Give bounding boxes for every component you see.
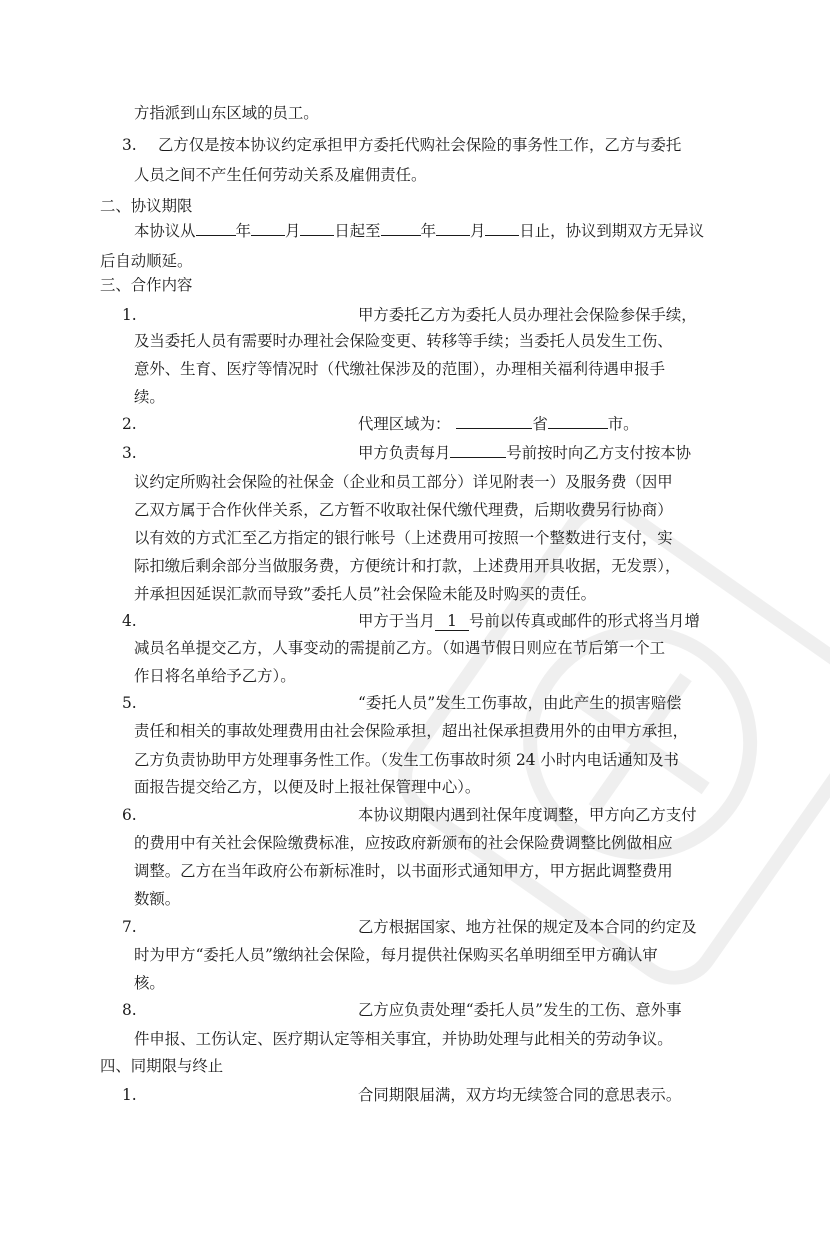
coop-item-6-line-3: 调整。乙方在当年政府公布新标准时，以书面形式通知甲方，甲方据此调整费用 (134, 862, 673, 880)
coop-item-7-line-3: 核。 (134, 974, 165, 992)
term-line-1 (134, 216, 704, 246)
province-label: 省 (532, 415, 548, 433)
coop-item-7-line-2: 时为甲方“委托人员”缴纳社会保险，每月提供社保购买名单明细至甲方确认审 (134, 946, 658, 964)
term-year-label-1: 年 (235, 222, 251, 240)
payment-text-2: 号前按时向乙方支付按本协 (506, 444, 692, 462)
coop-item-1-line-3: 意外、生育、医疗等情况时（代缴社保涉及的范围），办理相关福利待遇申报手 (134, 360, 665, 378)
term-year-label-2: 年 (420, 222, 436, 240)
coop-item-8-line-1: 乙方应负责处理“委托人员”发生的工伤、意外事 (358, 1001, 682, 1019)
term-line-2: 后自动顺延。 (100, 252, 193, 270)
prev-item-continuation: 方指派到山东区域的员工。 (134, 104, 319, 122)
term-month-label-2: 月 (469, 222, 486, 240)
coop-item-1-number: 1. (122, 306, 137, 324)
start-month-blank[interactable] (251, 217, 285, 236)
list-text-1: 甲方于当月 (358, 612, 435, 630)
coop-item-4-line-1 (358, 606, 700, 636)
section-4-heading: 四、同期限与终止 (100, 1057, 224, 1075)
coop-item-3-line-4: 以有效的方式汇至乙方指定的银行帐号（上述费用可按照一个整数进行支付，实 (134, 529, 673, 547)
prev-item-3-number: 3. (122, 136, 137, 154)
coop-item-7-number: 7. (122, 918, 137, 936)
coop-item-1-line-1: 甲方委托乙方为委托人员办理社会保险参保手续， (358, 306, 697, 324)
coop-item-4-number: 4. (122, 612, 137, 630)
coop-item-4-line-3: 作日将名单给予乙方）。 (134, 667, 296, 685)
coop-item-3-line-2: 议约定所购社会保险的社保金（企业和员工部分）详见附表一）及服务费（因甲 (134, 473, 673, 491)
payment-day-blank[interactable] (450, 439, 506, 458)
region-label: 代理区域为： (358, 415, 451, 433)
coop-item-5-line-4: 面报告提交给乙方，以便及时上报社保管理中心）。 (134, 778, 481, 796)
coop-item-1-line-2: 及当委托人员有需要时办理社会保险变更、转移等手续；当委托人员发生工伤、 (134, 332, 673, 350)
section-2-heading: 二、协议期限 (100, 197, 193, 215)
coop-item-2-line-1 (358, 409, 639, 439)
section-3-heading: 三、合作内容 (100, 276, 193, 294)
list-text-2: 号前以传真或邮件的形式将当月增 (468, 612, 700, 630)
term-day-from-label: 日起至 (334, 222, 381, 240)
coop-item-3-line-3: 乙双方属于合作伙伴关系，乙方暂不收取社保代缴代理费，后期收费另行协商） (134, 501, 673, 519)
term-item-1-line-1: 合同期限届满，双方均无续签合同的意思表示。 (358, 1086, 682, 1104)
start-year-blank[interactable] (196, 217, 236, 236)
payment-text-1: 甲方负责每月 (358, 444, 451, 462)
end-month-blank[interactable] (436, 217, 470, 236)
coop-item-4-line-2: 减员名单提交乙方，人事变动的需提前乙方。（如遇节假日则应在节后第一个工 (134, 639, 665, 657)
end-year-blank[interactable] (381, 217, 421, 236)
coop-item-5-line-3: 乙方负责协助甲方处理事务性工作。（发生工伤事故时须 24 小时内电话通知及书 (134, 751, 679, 769)
coop-item-3-line-6: 并承担因延误汇款而导致”委托人员”社会保险未能及时购买的责任。 (134, 585, 597, 603)
coop-item-6-line-2: 的费用中有关社会保险缴费标准，应按政府新颁布的社会保险费调整比例做相应 (134, 834, 673, 852)
city-label: 市。 (607, 415, 639, 433)
coop-item-8-line-2: 件申报、工伤认定、医疗期认定等相关事宜，并协助处理与此相关的劳动争议。 (134, 1030, 673, 1048)
coop-item-3-line-1 (358, 438, 691, 468)
coop-item-6-line-4: 数额。 (134, 890, 181, 908)
prev-item-3-line-1: 乙方仅是按本协议约定承担甲方委托代购社会保险的事务性工作，乙方与委托 (158, 136, 682, 154)
start-day-blank[interactable] (300, 217, 334, 236)
province-blank[interactable] (456, 410, 532, 429)
coop-item-8-number: 8. (122, 1001, 137, 1019)
term-month-label-1: 月 (284, 222, 301, 240)
city-blank[interactable] (548, 410, 608, 429)
coop-item-5-line-1: “委托人员”发生工伤事故，由此产生的损害赔偿 (358, 694, 682, 712)
coop-item-6-number: 6. (122, 806, 137, 824)
coop-item-7-line-1: 乙方根据国家、地方社保的规定及本合同的约定及 (358, 918, 697, 936)
coop-item-2-number: 2. (122, 415, 137, 433)
end-day-blank[interactable] (485, 217, 519, 236)
list-day-field[interactable]: 1 (435, 612, 469, 631)
coop-item-1-line-4: 续。 (134, 388, 165, 406)
coop-item-3-line-5: 际扣缴后剩余部分当做服务费，方便统计和打款，上述费用开具收据，无发票）， (134, 557, 681, 575)
coop-item-3-number: 3. (122, 444, 137, 462)
term-day-to-label: 日止，协议到期双方无异议 (519, 222, 705, 240)
term-item-1-number: 1. (122, 1086, 137, 1104)
prev-item-3-line-2: 人员之间不产生任何劳动关系及雇佣责任。 (134, 166, 427, 184)
term-text-from: 本协议从 (134, 222, 196, 240)
coop-item-5-number: 5. (122, 694, 137, 712)
coop-item-5-line-2: 责任和相关的事故处理费用由社会保险承担，超出社保承担费用外的由甲方承担， (134, 722, 689, 740)
coop-item-6-line-1: 本协议期限内遇到社保年度调整，甲方向乙方支付 (358, 806, 697, 824)
